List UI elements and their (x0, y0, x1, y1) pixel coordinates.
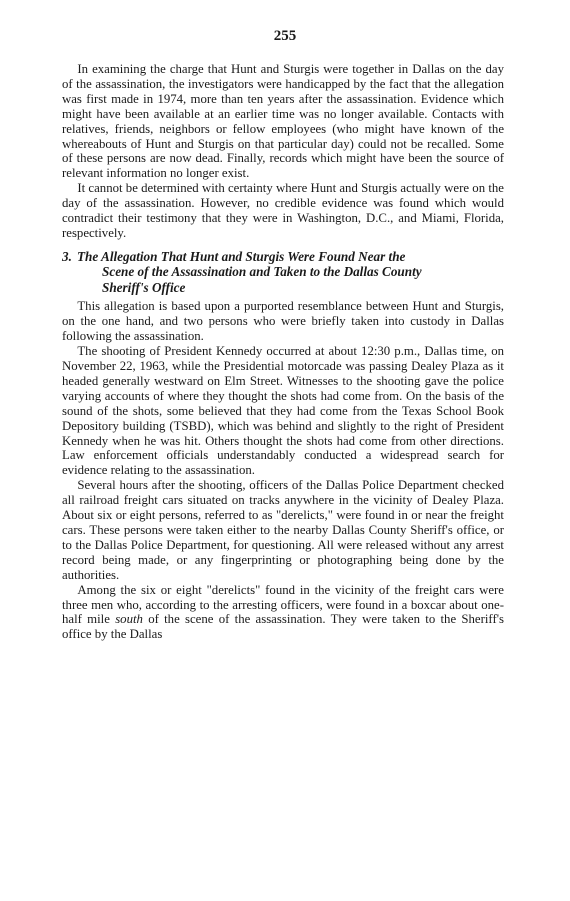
paragraph-whereabouts-conclusion: It cannot be determined with certainty where Hunt and Sturgis actually were on the day of the assassination. However, no credible evidence was found which would contradict their testimony that they were in Washington, D.C., and Miami, Florida, respectively. (62, 181, 504, 240)
paragraph-freight-car-search: Several hours after the shooting, officers of the Dallas Police Department checked all railroad freight cars situated on tracks anywhere in the vicinity of Dealey Plaza. About six or eight persons, referred to as "derelicts," were found in or near the freight cars. These persons were taken either to the nearby Dallas County Sheriff's office, or to the Dallas Police Department, for questioning. All were released without any arrest record being made, or any fingerprinting or photographing being done by the authorities. (62, 478, 504, 582)
boxcar-text-start: Among the six or eight "derelicts" found in the vicinity of the freight cars were three men who, according to the arresting officers, were found in a boxcar about one-half mile (62, 582, 504, 627)
section-heading-line-3: Sheriff's Office (102, 279, 186, 295)
italic-word-south: south (115, 612, 143, 627)
paragraph-boxcar-derelicts (62, 583, 504, 643)
section-heading-line-1: The Allegation That Hunt and Sturgis Were Found Near the (77, 248, 406, 264)
paragraph-investigation-handicap: In examining the charge that Hunt and Sturgis were together in Dallas on the day of the assassination, the investigators were handicapped by the fact that the allegation was first made in 1974, more than ten years after the assassination. Evidence which might have been available at an earlier time was no longer available. Contacts with relatives, friends, neighbors or fellow employees (who might have known of the whereabouts of Hunt and Sturgis on that particular day) could not be recalled. Some of these persons are now dead. Finally, records which might have been the source of relevant information no longer exist. (62, 62, 504, 181)
paragraph-allegation-basis: This allegation is based upon a purported resemblance between Hunt and Sturgis, on the one hand, and two persons who were briefly taken into custody in Dallas following the assassination. (62, 299, 504, 344)
section-heading-line-2: Scene of the Assassination and Taken to the Dallas County (102, 264, 422, 280)
section-heading-number: 3. (62, 248, 72, 264)
boxcar-text-end: of the scene of the assassination. They were taken to the Sheriff's office by the Dallas (62, 612, 504, 642)
page-number: 255 (273, 28, 297, 44)
paragraph-shooting-account: The shooting of President Kennedy occurred at about 12:30 p.m., Dallas time, on November 22, 1963, while the Presidential motorcade was passing Dealey Plaza as it headed generally westward on Elm Street. Witnesses to the shooting gave the police varying accounts of where they thought the shots had come from. On the basis of the sound of the shots, some believed that they had come from the Texas School Book Depository building (TSBD), which was behind and slightly to the right of President Kennedy when he was hit. Others thought the shots had come from other directions. Law enforcement officials understandably conducted a widespread search for evidence relating to the assassination. (62, 344, 504, 478)
section-heading (62, 249, 504, 296)
body-text (62, 62, 504, 642)
